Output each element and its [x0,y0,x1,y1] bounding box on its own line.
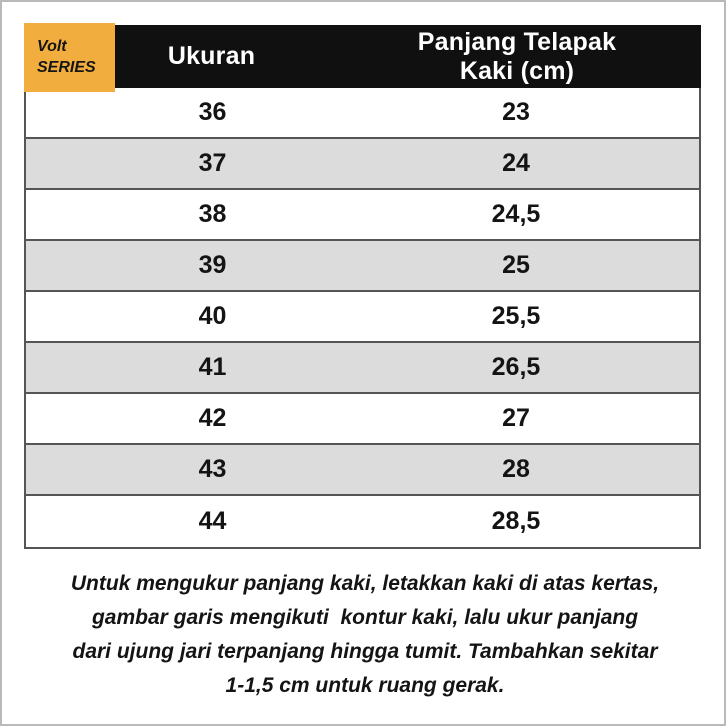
shoe-size-table [24,25,701,549]
length-cell: 26,5 [491,353,541,381]
length-cell: 24 [502,149,530,177]
table-row [26,445,699,496]
badge-series-line2: SERIES [37,59,96,76]
size-cell: 44 [198,507,227,535]
note-line: Untuk mengukur panjang kaki, letakkan kaki di atas kertas, [70,572,660,595]
size-cell: 41 [198,353,227,381]
size-cell: 42 [198,404,227,432]
length-cell: 28 [502,455,530,483]
table-header-row [24,25,701,88]
table-row [26,496,699,547]
size-cell: 40 [198,302,227,330]
length-cell: 27 [502,404,530,432]
measurement-note [2,567,726,703]
length-cell: 25,5 [491,302,541,330]
header-cell-panjang: Panjang Telapak Kaki (cm) [417,27,617,85]
size-cell: 39 [198,251,227,279]
size-cell: 36 [198,98,227,126]
note-line: 1-1,5 cm untuk ruang gerak. [225,674,505,697]
size-cell: 43 [198,455,227,483]
table-row [26,343,699,394]
length-cell: 24,5 [491,200,541,228]
table-row [26,394,699,445]
badge-series-line1: Volt [37,38,67,55]
table-row [26,292,699,343]
table-row [26,139,699,190]
size-cell: 37 [198,149,227,177]
table-row [26,88,699,139]
table-body [24,88,701,549]
header-cell-ukuran: Ukuran [167,42,256,70]
length-cell: 25 [502,251,530,279]
table-row [26,190,699,241]
table-row [26,241,699,292]
size-cell: 38 [198,200,227,228]
note-line: dari ujung jari terpanjang hingga tumit. Tambahkan sekitar [72,640,658,663]
volt-series-badge [24,23,115,92]
length-cell: 23 [502,98,530,126]
note-line: gambar garis mengikuti kontur kaki, lalu ukur panjang [91,606,639,629]
length-cell: 28,5 [491,507,541,535]
